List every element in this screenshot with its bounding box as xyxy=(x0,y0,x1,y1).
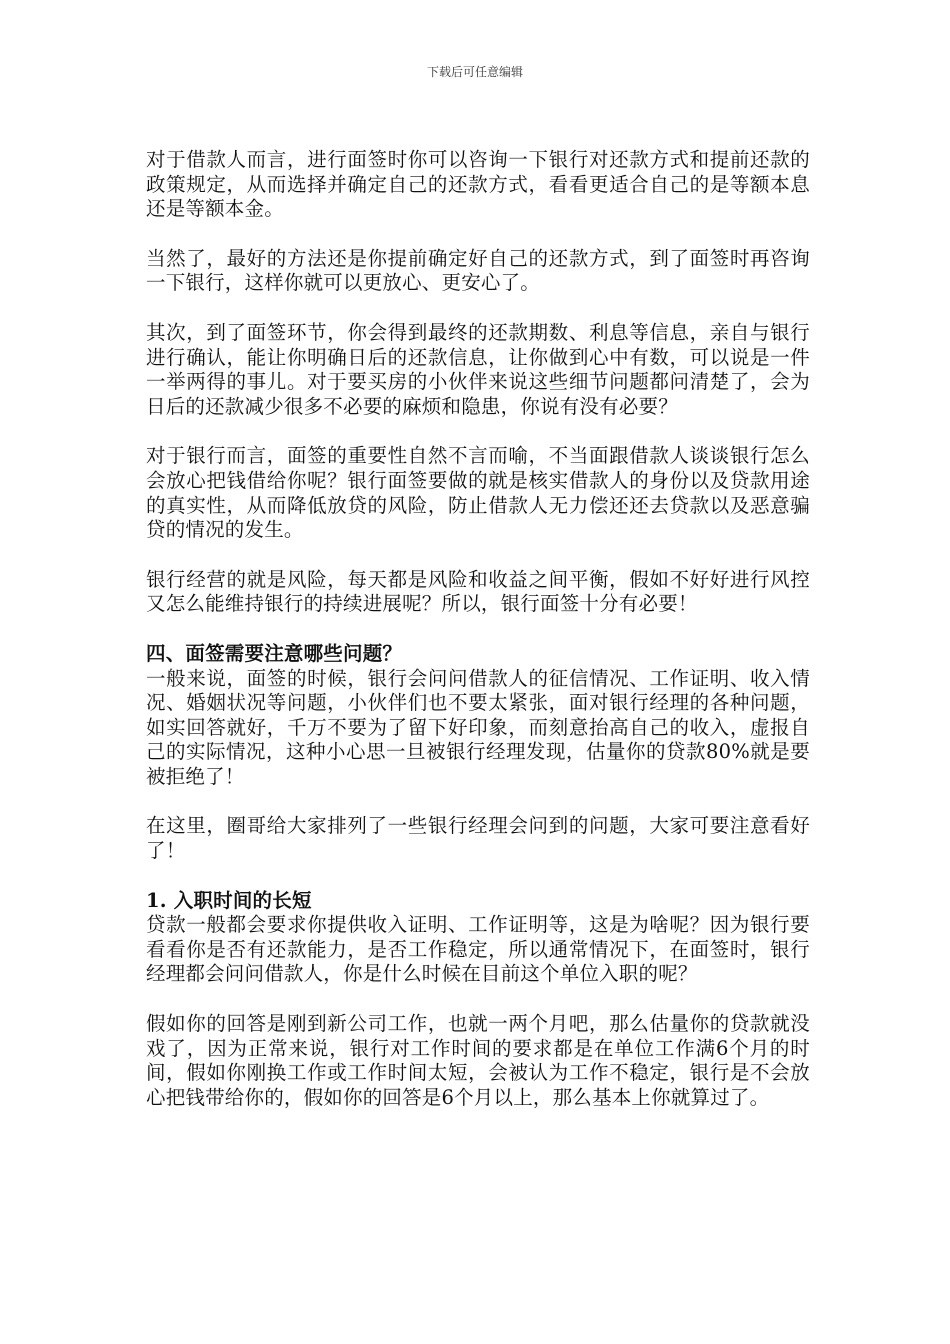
paragraph-bank-importance: 对于银行而言，面签的重要性自然不言而喻，不当面跟借款人谈谈银行怎么会放心把钱借给你呢？银行面签要做的就是核实借款人的身份以及贷款用途的真实性，从而降低放贷的风险，防止借款人无力偿还还去贷款以及恶意骗贷的情况的发生。 xyxy=(146,444,810,542)
paragraph-confirm-info: 其次，到了面签环节，你会得到最终的还款期数、利息等信息，亲自与银行进行确认，能让你明确日后的还款信息，让你做到心中有数，可以说是一件一举两得的事儿。对于要买房的小伙伴来说这些细节问题都问清楚了，会为日后的还款减少很多不必要的麻烦和隐患，你说有没有必要？ xyxy=(146,320,810,418)
paragraph-repayment-consult: 对于借款人而言，进行面签时你可以咨询一下银行对还款方式和提前还款的政策规定，从而选择并确定自己的还款方式，看看更适合自己的是等额本息还是等额本金。 xyxy=(146,148,810,221)
subheading-employment-duration: 1. 入职时间的长短 xyxy=(146,888,312,912)
section-heading-four: 四、面签需要注意哪些问题？ xyxy=(146,641,403,665)
paragraph-best-method: 当然了，最好的方法还是你提前确定好自己的还款方式，到了面签时再咨询一下银行，这样你就可以更放心、更安心了。 xyxy=(146,246,810,295)
paragraph-employment-proof: 贷款一般都会要求你提供收入证明、工作证明等，这是为啥呢？因为银行要看看你是否有还款能力，是否工作稳定，所以通常情况下，在面签时，银行经理都会问问借款人，你是什么时候在目前这个单位入职的呢？ xyxy=(146,913,810,986)
paragraph-interview-questions: 一般来说，面签的时候，银行会问问借款人的征信情况、工作证明、收入情况、婚姻状况等问题，小伙伴们也不要太紧张，面对银行经理的各种问题，如实回答就好，千万不要为了留下好印象，而刻意抬高自己的收入，虚报自己的实际情况，这种小心思一旦被银行经理发现，估量你的贷款80%就是要被拒绝了！ xyxy=(146,666,810,788)
paragraph-question-list-intro: 在这里，圈哥给大家排列了一些银行经理会问到的问题，大家可要注意看好了！ xyxy=(146,814,810,863)
header-note: 下载后可任意编辑 xyxy=(426,65,523,79)
document-body xyxy=(146,148,810,1135)
paragraph-six-months: 假如你的回答是刚到新公司工作，也就一两个月吧，那么估量你的贷款就没戏了，因为正常来说，银行对工作时间的要求都是在单位工作满6个月的时间，假如你刚换工作或工作时间太短，会被认为工作不稳定，银行是不会放心把钱带给你的，假如你的回答是6个月以上，那么基本上你就算过了。 xyxy=(146,1012,810,1109)
paragraph-risk-control: 银行经营的就是风险，每天都是风险和收益之间平衡，假如不好好进行风控又怎么能维持银行的持续进展呢？所以，银行面签十分有必要！ xyxy=(146,567,810,616)
